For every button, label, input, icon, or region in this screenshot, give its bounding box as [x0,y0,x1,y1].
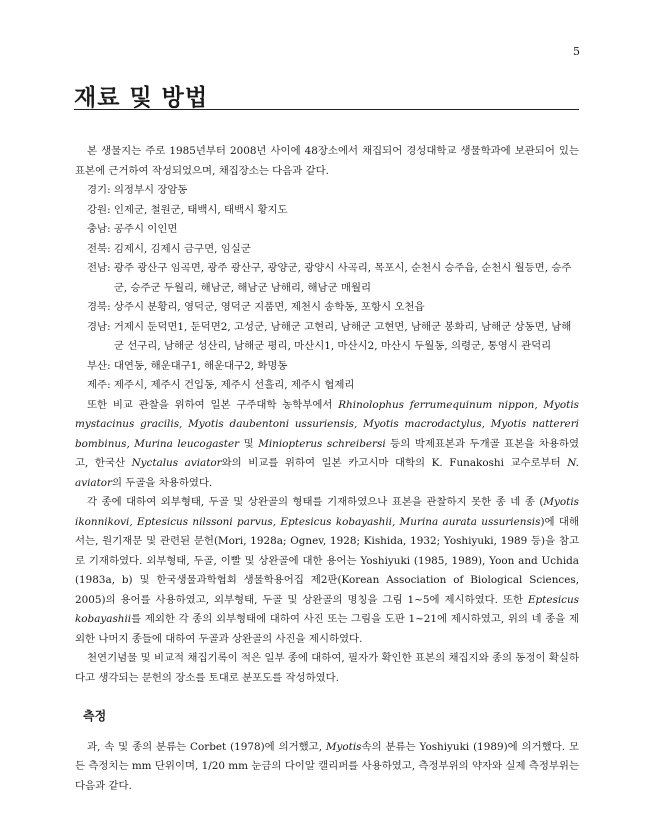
location-places: 제주시, 제주시 건입동, 제주시 선흘리, 제주시 협제리 [113,379,355,391]
location-places: 광주 광산구 임곡면, 광주 광산구, 광양군, 광양시 사곡리, 목포시, 순천시 승주읍, 순천시 월등면, 승주군, 승주군 두월리, 해남군, 해남군 남해리, 해남군 매월리 [113,262,572,294]
text-run: 각 종에 대하여 외부형태, 두골 및 상완골의 형태를 기재하였으나 표본을 관찰하지 못한 종 네 종 ( [87,496,544,508]
text-run: 와의 비교를 위하여 일본 카고시마 대학의 K. Funakoshi 교수로부터 [221,457,568,469]
location-list [75,181,579,396]
location-item [87,240,579,260]
genus-name: Myotis [325,740,362,753]
section-title: 재료 및 방법 [74,85,209,111]
location-region: 부산: [87,359,114,372]
location-region: 경기: [87,184,114,196]
species-name: Miniopterus schreibersi [258,437,386,450]
species-names: Myotis ikonnikovi, Eptesicus nilssoni parvus, Eptesicus kobayashii, Murina aurata ussuriensis [75,496,579,528]
document-body [75,142,579,796]
location-item [87,298,579,318]
location-item [87,259,579,298]
location-places: 거제시 둔덕면1, 둔덕면2, 고성군, 남해군 고현리, 남해군 고현면, 남해군 봉화리, 남해군 상동면, 남해군 선구리, 남해군 성산리, 남해군 평리, 마산시1, 마산시2, 마산시 두월동, 의령군, 통영시 관덕리 [113,320,572,352]
location-item [87,357,579,377]
location-item [87,220,579,240]
location-places: 김제시, 김제시 금구면, 임실군 [113,242,251,255]
location-places: 대연동, 해운대구1, 해운대구2, 화명동 [113,359,288,372]
location-item [87,181,579,201]
text-run: 를 제외한 각 종의 외부형태에 대하여 사진 또는 그림을 도판 1~21에 제시하였고, 위의 네 종을 제외한 나머지 종들에 대하여 두골과 상완골의 사진을 제시하였다. [75,613,579,645]
text-run: 속의 분류는 Yoshiyuki (1989)에 의거했다. 모든 측정치는 mm 단위이며, 1/20 mm 눈금의 다이알 캘리퍼를 사용하였고, 측정부위의 약자와 실제 측정부위는 다음과 같다. [75,740,579,792]
species-name: Nyctalus aviator [131,457,222,469]
species-names: Rhinolophus ferrumequinum nippon, Myotis mystacinus gracilis, Myotis daubentoni ussuriensis, Myotis macrodactylus, Myotis nattereri bombinus, Murina leucogaster [75,398,579,450]
text-run: 또한 비교 관찰을 위하여 일본 구주대학 농학부에서 [87,398,339,411]
location-places: 공주시 이인면 [113,223,178,235]
location-region: 강원: [87,203,114,216]
distribution-paragraph: 천연기념물 및 비교적 채집기록이 적은 일부 종에 대하여, 필자가 확인한 표본의 채집지와 종의 동정이 확실하다고 생각되는 문헌의 장소를 토대로 분포도를 작성하였다. [75,652,579,684]
text-run: 과, 속 및 종의 분류는 Corbet (1978)에 의거했고, [87,740,326,753]
measurement-paragraph [75,738,579,797]
location-places: 인제군, 철원군, 태백시, 태백시 황지도 [113,203,288,216]
location-region: 제주: [87,379,114,391]
location-item [87,201,579,221]
text-run: )에 대해서는, 원기재문 및 관련된 문헌(Mori, 1928a; Ognev, 1928; Kishida, 1932; Yoshiyuki, 1989 등)을 참고로 기재하였다. 외부형태, 두골, 이빨 및 상완골에 대한 용어는 Yoshiyuki (1985, 1989), Yoon and Uchida (1983a, b) 및 한국생물과학협회 생물학용어집 제2판(Korean Association of Biological Sciences, 2005)의 용어를 사용하였고, 외부형태, 두골 및 상완골의 명칭을 그림 1~5에 제시하였다. 또한 [75,515,579,606]
measurement-heading: 측정 [83,709,107,723]
location-region: 전남: [87,262,114,274]
location-region: 전북: [87,242,114,255]
location-item [87,318,579,357]
text-run: 의 두골을 차용하였다. [111,476,213,489]
text-run: 및 [239,437,259,450]
species-name: Eptesicus kobayashii [75,593,579,625]
location-region: 충남: [87,223,114,235]
page-number: 5 [573,45,580,58]
text-run: 등의 박제표본과 두개골 표본을 차용하였고, 한국산 [75,437,579,469]
comparison-paragraph [75,396,579,494]
location-item [87,376,579,396]
species-name: N. aviator [75,457,579,489]
description-paragraph [75,493,579,649]
title-rule [74,109,579,110]
location-region: 경남: [87,320,114,333]
location-places: 의정부시 장암동 [113,184,188,196]
location-places: 상주시 분황리, 영덕군, 영덕군 지품면, 제천시 송학동, 포항시 오천읍 [113,301,425,313]
location-region: 경북: [87,301,114,313]
intro-paragraph: 본 생물지는 주로 1985년부터 2008년 사이에 48장소에서 채집되어 경성대학교 생물학과에 보관되어 있는 표본에 근거하여 작성되었으며, 채집장소는 다음과 같다. [75,145,579,177]
